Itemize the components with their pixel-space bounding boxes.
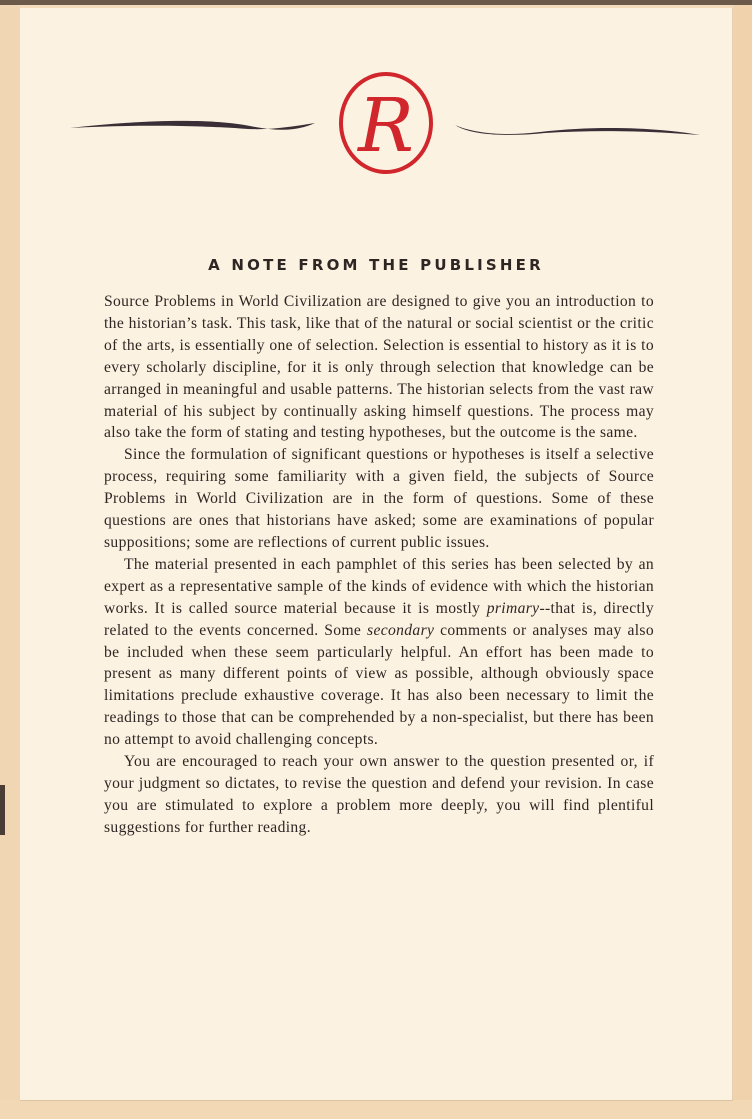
term-secondary: secondary — [367, 621, 435, 639]
paragraph-3-part-1: The material presented in each pamphlet of this series has been selected by an expert as a representative sample of the kinds of evidence with which the historian works. It is called source material because it is mostly — [104, 555, 654, 617]
paragraph-3 — [104, 554, 654, 751]
paragraph-3-part-3: comments or analyses may also be included when these seem particularly helpful. An effort has been made to present as many different points of view as possible, although obviously space limitations preclude exhaustive coverage. It has also been necessary to limit the readings to those that can be comprehended by a non-specialist, but there has been no attempt to avoid challenging concepts. — [104, 621, 654, 749]
page-title: A NOTE FROM THE PUBLISHER — [208, 256, 544, 274]
publisher-note-body — [104, 291, 654, 839]
right-swash-rule — [455, 125, 700, 135]
logo-letter-icon: R — [358, 83, 414, 169]
paragraph-3-part-2: --that is, directly related to the events concerned. Some — [104, 599, 654, 639]
page-edge-bottom — [0, 1100, 752, 1119]
page-edge-right — [733, 5, 752, 1110]
paragraph-1: Source Problems in World Civilization are designed to give you an introduction to the historian’s task. This task, like that of the natural or social scientist or the critic of the arts, is essentially one of selection. Selection is essential to history as it is to every scholarly discipline, for it is only through selection that knowledge can be arranged in meaningful and usable patterns. The historian selects from the vast raw material of his subject by continually asking himself questions. The process may also take the form of stating and testing hypotheses, but the outcome is the same. — [104, 293, 654, 442]
page-shadow-top — [0, 0, 752, 5]
term-primary: primary — [486, 599, 540, 617]
publisher-ornament — [60, 60, 710, 180]
page-edge-left — [0, 5, 20, 1105]
paragraph-2: Since the formulation of significant questions or hypotheses is itself a selective process, requiring some familiarity with a given field, the subjects of Source Problems in World Civilization are in the form of questions. Some of these questions are ones that historians have asked; some are examinations of popular suppositions; some are reflections of current public issues. — [104, 446, 654, 551]
binding-mark — [0, 785, 5, 835]
paragraph-4: You are encouraged to reach your own answer to the question presented or, if your judgment so dictates, to revise the question and defend your revision. In case you are stimulated to explore a problem more deeply, you will find plentiful suggestions for further reading. — [104, 753, 654, 836]
left-swash-rule — [70, 121, 315, 130]
